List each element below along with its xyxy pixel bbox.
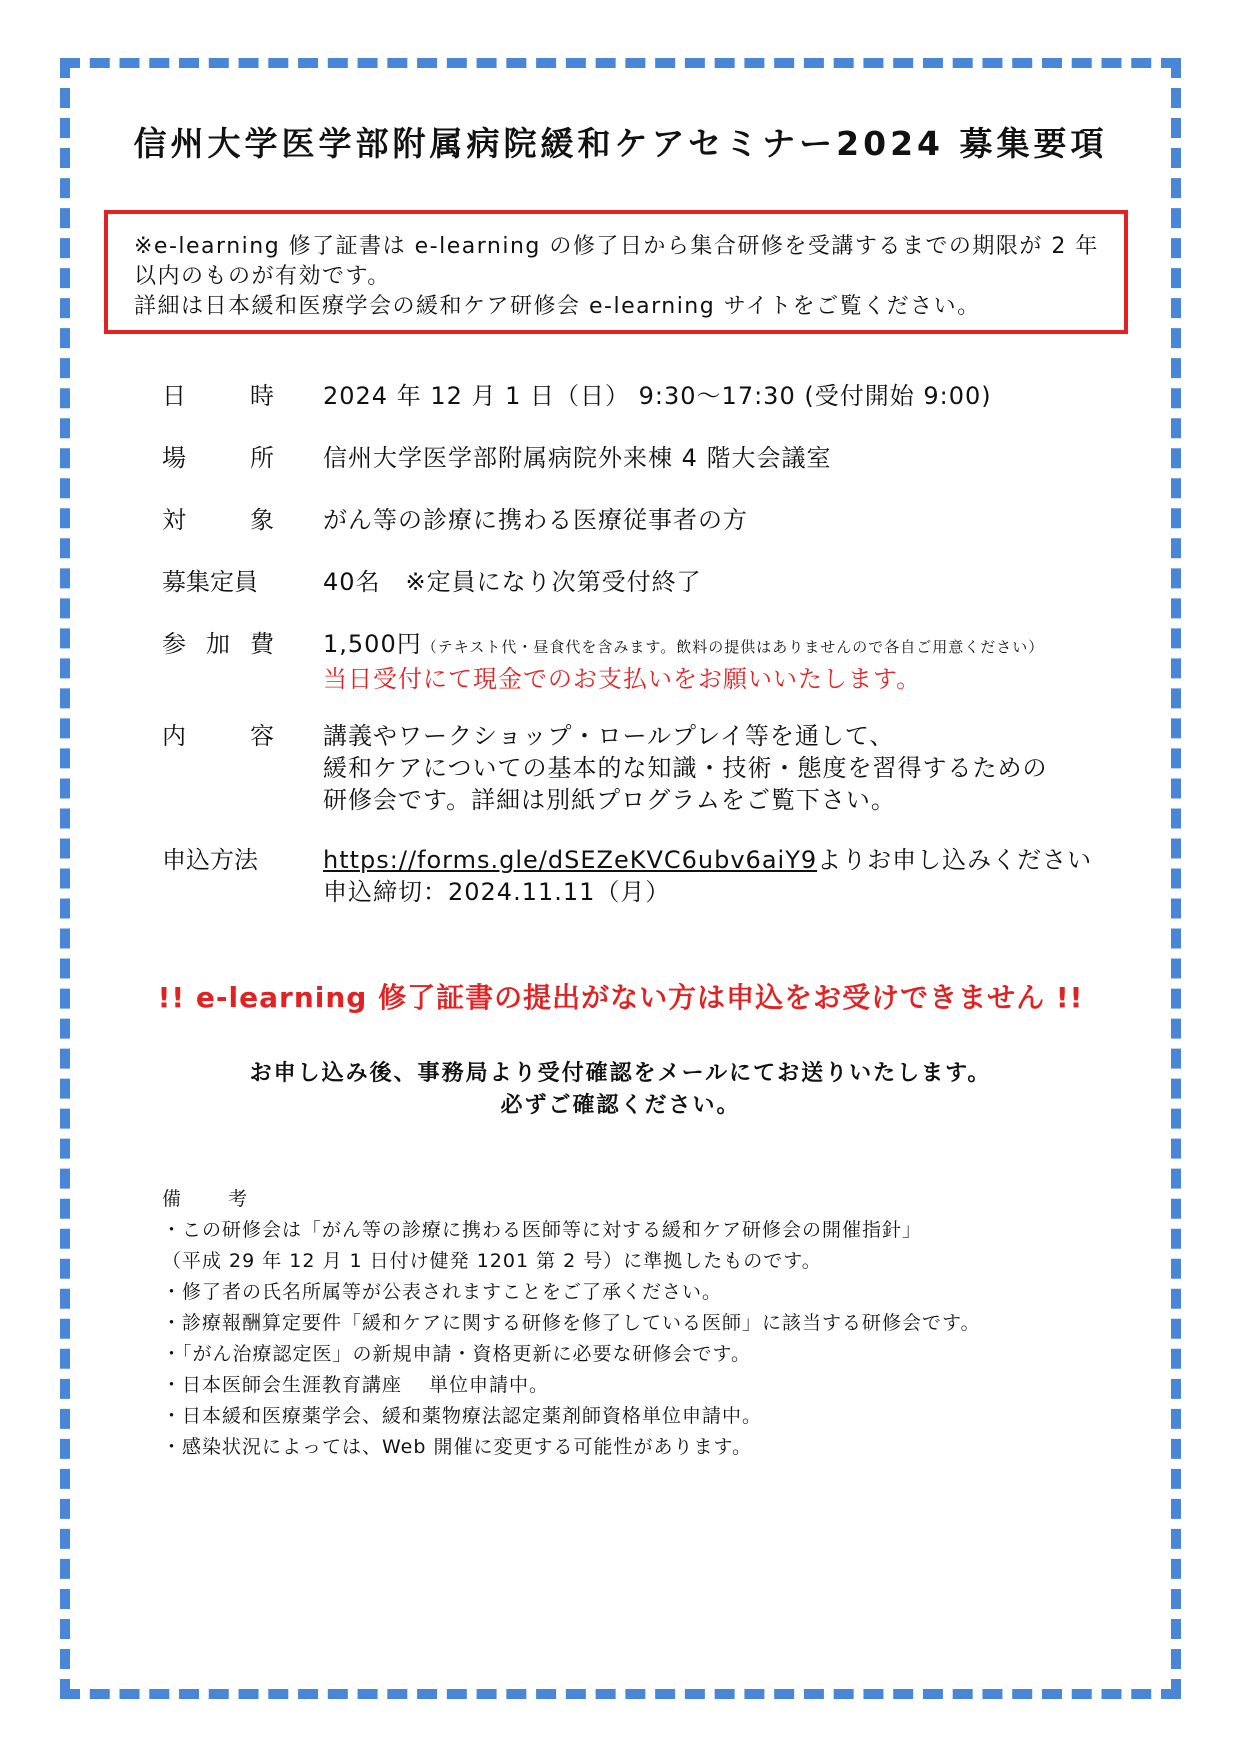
datetime-label: 日 時: [162, 382, 274, 410]
content-line: 講義やワークショップ・ロールプレイ等を通して、: [323, 722, 895, 750]
notice-line: ※e-learning 修了証書は e-learning の修了日から集合研修を受講するまでの期限が 2 年: [134, 234, 1099, 259]
remarks-item: ・診療報酬算定要件「緩和ケアに関する研修を修了している医師」に該当する研修会です。: [162, 1312, 981, 1334]
fee-amount: 1,500円: [323, 630, 422, 658]
apply-label: 申込方法: [162, 846, 258, 874]
target-value: がん等の診療に携わる医療従事者の方: [323, 506, 748, 534]
e-learning-notice-box: [104, 210, 1128, 334]
content-value: [323, 720, 1048, 816]
warning-message: !! e-learning 修了証書の提出がない方は申込をお受けできません !!: [157, 981, 1084, 1014]
notice-line: 詳細は日本緩和医療学会の緩和ケア研修会 e-learning サイトをご覧ください。: [134, 294, 981, 319]
apply-value: [323, 844, 1092, 908]
remarks-item: （平成 29 年 12 月 1 日付け健発 1201 第 2 号）に準拠したものです。: [162, 1250, 822, 1272]
remarks-item: ・修了者の氏名所属等が公表されますことをご了承ください。: [162, 1281, 723, 1303]
apply-deadline: 申込締切：2024.11.11（月）: [323, 878, 671, 906]
capacity-label: 募集定員: [162, 568, 258, 596]
fee-value: [323, 628, 1044, 695]
apply-form-link[interactable]: https://forms.gle/dSEZeKVC6ubv6aiY9: [323, 846, 818, 874]
remarks-item: ・感染状況によっては、Web 開催に変更する可能性があります。: [162, 1436, 752, 1458]
remarks-item: ・この研修会は「がん等の診療に携わる医師等に対する緩和ケア研修会の開催指針」: [162, 1219, 923, 1241]
place-label: 場 所: [162, 444, 274, 472]
remarks-item: ・日本緩和医療薬学会、緩和薬物療法認定薬剤師資格単位申請中。: [162, 1405, 763, 1427]
capacity-value: 40名 ※定員になり次第受付終了: [323, 568, 702, 596]
remarks-heading: 備 考: [162, 1188, 248, 1210]
remarks-item: ・日本医師会生涯教育講座 単位申請中。: [162, 1374, 550, 1396]
remarks-item: ・「がん治療認定医」の新規申請・資格更新に必要な研修会です。: [162, 1343, 751, 1365]
datetime-value: 2024 年 12 月 1 日（日） 9:30〜17:30 (受付開始 9:00): [323, 382, 992, 410]
page-title: 信州大学医学部附属病院緩和ケアセミナー2024 募集要項: [133, 124, 1108, 163]
content-line: 研修会です。詳細は別紙プログラムをご覧下さい。: [323, 786, 896, 814]
notice-line: 以内のものが有効です。: [134, 264, 391, 289]
content-label: 内 容: [162, 722, 274, 750]
apply-instruction: よりお申し込みください: [817, 846, 1093, 874]
confirmation-message: お申し込み後、事務局より受付確認をメールにてお送りいたします。 必ずご確認ください。: [249, 1061, 992, 1118]
fee-payment-note: 当日受付にて現金でのお支払いをお願いいたします。: [323, 665, 922, 693]
remarks-section: [162, 1184, 980, 1463]
fee-label: 参 加 費: [162, 630, 274, 658]
fee-note: （テキスト代・昼食代を含みます。飲料の提供はありませんので各自ご用意ください）: [421, 638, 1045, 656]
content-line: 緩和ケアについての基本的な知識・技術・態度を習得するための: [323, 754, 1048, 782]
target-label: 対 象: [162, 506, 274, 534]
place-value: 信州大学医学部附属病院外来棟 4 階大会議室: [323, 444, 832, 472]
